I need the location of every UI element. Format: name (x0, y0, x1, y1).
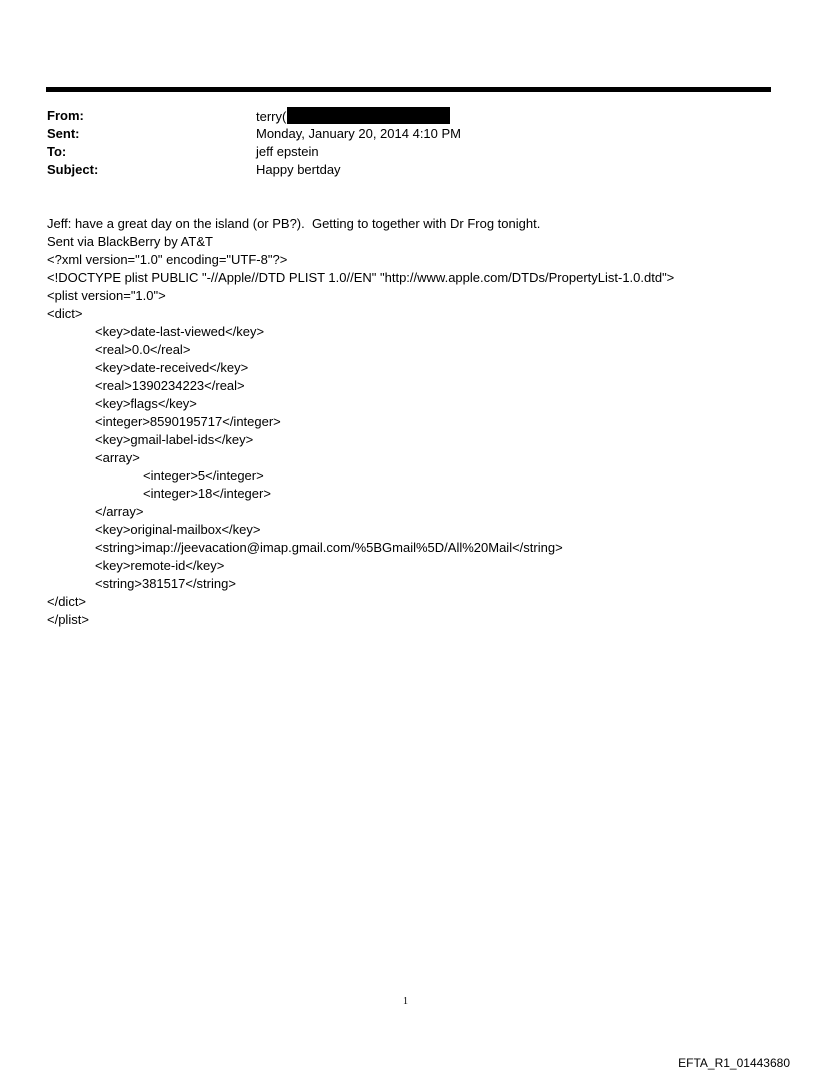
sent-value: Monday, January 20, 2014 4:10 PM (256, 126, 461, 141)
body-line: <real>0.0</real> (95, 342, 191, 357)
body-line: Sent via BlackBerry by AT&T (47, 234, 213, 249)
body-line: <string>381517</string> (95, 576, 236, 591)
body-line: <integer>5</integer> (143, 468, 264, 483)
body-line: <key>flags</key> (95, 396, 197, 411)
body-line: <key>remote-id</key> (95, 558, 225, 573)
body-line: </dict> (47, 594, 87, 609)
from-value (256, 107, 450, 126)
body-line: <array> (95, 450, 140, 465)
body-line: </plist> (47, 612, 89, 627)
subject-value: Happy bertday (256, 162, 341, 177)
body-line: Jeff: have a great day on the island (or PB?). Getting to together with Dr Frog tonight. (47, 216, 541, 231)
redaction-block (287, 107, 450, 124)
body-line: <integer>8590195717</integer> (95, 414, 281, 429)
sent-label: Sent: (47, 126, 80, 141)
body-line: <key>original-mailbox</key> (95, 522, 261, 537)
body-line: <plist version="1.0"> (47, 288, 166, 303)
document-id: EFTA_R1_01443680 (678, 1056, 790, 1070)
body-line: <integer>18</integer> (143, 486, 271, 501)
body-line: </array> (95, 504, 144, 519)
body-line: <key>gmail-label-ids</key> (95, 432, 254, 447)
body-line: <dict> (47, 306, 83, 321)
header-rule (46, 87, 771, 92)
body-line: <real>1390234223</real> (95, 378, 245, 393)
subject-label: Subject: (47, 162, 99, 177)
body-line: <key>date-last-viewed</key> (95, 324, 265, 339)
to-label: To: (47, 144, 67, 159)
email-body (47, 215, 674, 629)
from-address: terry( (256, 109, 287, 124)
body-line: <key>date-received</key> (95, 360, 249, 375)
page-number: 1 (403, 996, 408, 1007)
body-line: <string>imap://jeevacation@imap.gmail.com/%5BGmail%5D/All%20Mail</string> (95, 540, 563, 555)
body-line: <!DOCTYPE plist PUBLIC "-//Apple//DTD PLIST 1.0//EN" "http://www.apple.com/DTDs/PropertyList-1.0.dtd"> (47, 270, 675, 285)
to-value: jeff epstein (256, 144, 319, 159)
body-line: <?xml version="1.0" encoding="UTF-8"?> (47, 252, 288, 267)
from-label: From: (47, 108, 84, 123)
